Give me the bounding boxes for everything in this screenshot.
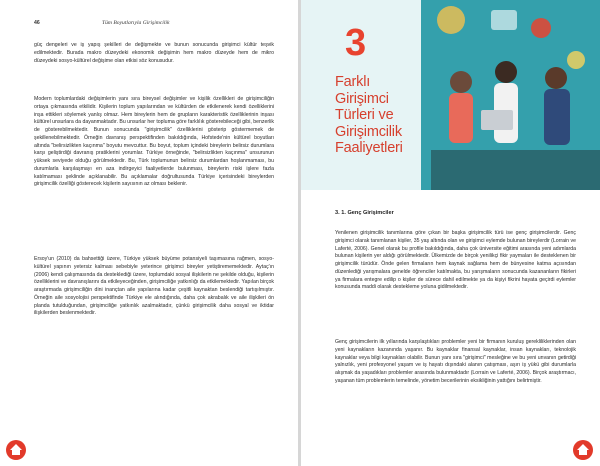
paragraph <box>335 339 576 386</box>
home-icon[interactable] <box>573 440 593 460</box>
home-icon[interactable] <box>6 440 26 460</box>
paragraph <box>34 42 274 65</box>
chapter-title: Farklı Girişimci Türleri ve Girişimcilik Faaliyetleri <box>335 74 403 156</box>
paragraph-text: Genç girişimcilerin ilk yıllarında karşılaştıkları problemler yeni bir firmanın kuruluş gerekliliklerinden olan yeni kaynakların kazanında yaşanır. Bu kaynaklar finansal kaynaklar, insan kaynakları, teknolojik kaynaklar veya bilgi kaynakları olabilir. Bunun yanı sıra "girişimci" mesleğine ve bu yeni unvanın getirdiği yalnızlık, yeni profesyonel yaşam ve iş hayatı dışındaki alanın çatışması, aşırı iş yükü gibi durumlarla alışmak da yaşadıkları problemler arasında bulunmaktadır (Lorrain ve Laferté, 2006). Birçok araştırmacı, yaşanan tüm problemlerin temelinde, yönetim becerilerinin eksikliğinin yattığını belirtmiştir. <box>335 339 576 384</box>
running-header: Tüm Boyutlarıyla Girişimcilik <box>102 19 170 26</box>
left-page <box>0 0 298 466</box>
paragraph <box>335 230 576 292</box>
page-header <box>34 19 170 26</box>
paragraph <box>34 96 274 189</box>
paragraph-text: Ersoy'un (2010) da bahsettiği üzere, Türkiye yüksek büyüme potansiyeli taşımasına rağmen, sosyo-kültürel yapının yetersiz kalması sebebiyle yeterince girişimci bireyler yetiştirememektedir. Aytaç'ın (2006) kendi çalışmasında da desteklediği üzere, toplumdaki sosyal ilişkilerin ne şekilde olduğu, kişilerin özelliklerini ve davranışlarını da etkileyeceğinden, girişimciliğe yatkınlığı da etkilemektedir. Yapılan birçok araştırmada girişimciliğin dini inançtan aile yapılarına kadar çeşitli kaynaktan beslendiği tartışılmıştır. Örneğin aile sosyolojisi perspektifinde Türkiye ele alındığında, daha çok akrabalık ve aile ilişkileri ön planda tutulduğundan, girişimciliğe yatkınlık azalmaktadır, çünkü girişimcilik daha sosyal ve iktidar ilişkilerden beslenmektedir. <box>34 256 274 317</box>
right-page <box>301 0 600 466</box>
paragraph-text: Modern toplumlardaki değişimlerin yanı sıra bireysel değişimler ve kişilik özellikleri de girişimciliğin ortaya çıkmasında etkilidir. Kişilerin toplum yapılarından ve kültürden de etkilenerek kendi özelliklerini inşa ettikleri söylemek yanlış olmaz. Hem bireylerin hem de grupların karakteristik özelliklerinin inşası kültürel unsurlara da dayanmaktadır. Bu unsurlar her topluma göre farklılık gösterebileceği gibi, benzerlik de gösterebilmektedir. Bunun sonucunda "girişimcilik" özelliklerini gösterip göstermemek de şekillenebilmektedir. Örneğin davranış perspektifinden bakıldığında, Hofstede'nin kültürel boyutları altında "belirsizlikten kaçınma" boyutu mevcuttur. Bu boyut, toplum içindeki bireylerin belirsiz durumlara karşı geliştirdiği davranış pratiklerini yorumlar. Türkiye örneğinde, "belirsizlikten kaçınma" unsurunun yüksek seviyede olduğu görülmektedir. Bu, Türk toplumunun belirsiz durumlardan hoşlanmaması, bu durumlarla karşılaşmayı en aza indirgeyici faaliyetlerde bulunması, bireylerin riski işlere fazla katılmaması şeklinde açıklanabilir. Bu açıklamalar doğrultusunda Türkiye içerisindeki bireylerden girişimcilik özelliği gösterecek kişilerin sayısının az olması beklenir. <box>34 96 274 188</box>
paragraph-text: güç dengeleri ve iş yapış şekilleri de değişmekte ve bunun sonucunda girişimci kültür teşvik edilmektedir. Burada makro düzeydeki ekonomik değişimin hem makro düzeyde hem de mikro düzeydeki sosyo-kültürel değişime olan etkisi söz konusudur. <box>34 42 274 64</box>
chapter-number: 3 <box>345 22 367 64</box>
paragraph-text: Yenilenen girişimcilik tanımlarına göre çıkan bir başka girişimcilik türü ise genç girişimcilerdir. Genç girişimci olarak tanımlanan kişiler, 35 yaş altında olan ve girişimci eylemde bulunan bireylerdir (Lorrain ve Laferté, 2006). Genel olarak bu profile bakıldığında, daha çok üniversite eğitimi arasında yeni adımlarda bulunan kişilerin yer aldığı görülmektedir. Ülkemizde de birçok yenilikçi fikir yaymaları ile desteklenen bir girişimcilik türüdür. Önde gelen firmaların hem kaynak sağlama hem de bünyesine katma açısından düzenlediği yarışmalara genelde öğrenciler katılmakta, bu yarışmaların sonucunda kazananların fikirleri ya firmalara entegre edilip o kişiler de sürece dahil edilmekte ya da kişiyi fikrini hayata geçirdi eylemler konusunda maddi olarak destekleme yoluna gidilmektedir. <box>335 230 576 291</box>
chapter-hero-image <box>301 0 600 190</box>
section-title: 3. 1. Genç Girişimciler <box>335 210 394 216</box>
paragraph <box>34 256 274 318</box>
page-number: 46 <box>34 20 40 26</box>
